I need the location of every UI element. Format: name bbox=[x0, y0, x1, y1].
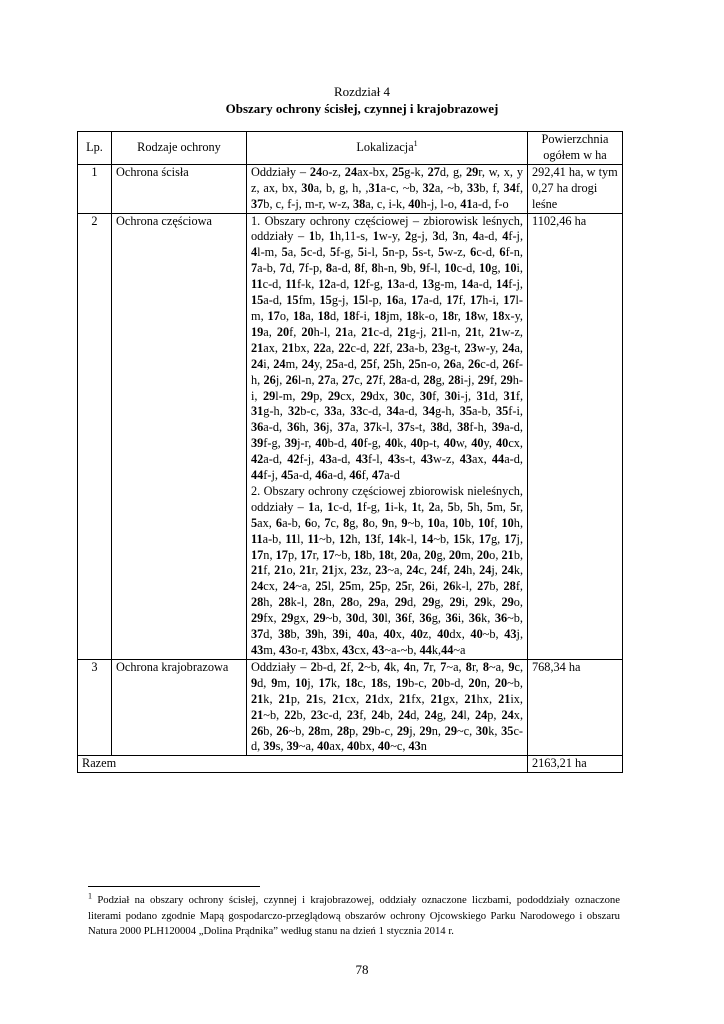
table-header-row bbox=[78, 132, 623, 165]
cell-protection-type: Ochrona ścisła bbox=[112, 164, 247, 213]
page-number: 78 bbox=[355, 962, 369, 977]
cell-protection-type: Ochrona krajobrazowa bbox=[112, 659, 247, 755]
cell-area: 292,41 ha, w tym 0,27 ha drogi leśne bbox=[528, 164, 623, 213]
chapter-heading bbox=[0, 83, 724, 117]
total-value: 2163,21 ha bbox=[528, 756, 623, 773]
header-area: Powierzchnia ogółem w ha bbox=[528, 132, 623, 165]
total-label: Razem bbox=[78, 756, 528, 773]
cell-lp: 3 bbox=[78, 659, 112, 755]
footnote-separator bbox=[88, 886, 260, 887]
cell-area: 768,34 ha bbox=[528, 659, 623, 755]
cell-lp: 1 bbox=[78, 164, 112, 213]
header-protection-type: Rodzaje ochrony bbox=[112, 132, 247, 165]
table-row bbox=[78, 164, 623, 213]
footnote bbox=[88, 893, 620, 940]
header-location bbox=[247, 132, 528, 165]
header-location-label: Lokalizacja bbox=[356, 139, 414, 154]
cell-area: 1102,46 ha bbox=[528, 213, 623, 659]
table-row bbox=[78, 659, 623, 755]
chapter-label: Rozdział 4 bbox=[334, 84, 390, 99]
header-lp: Lp. bbox=[78, 132, 112, 165]
cell-location: 1. Obszary ochrony częściowej – zbiorowisk leśnych, oddziały – 1b, 1h,11-s, 1w-y, 2g-j, 3d, 3n, 4a-d, 4f-j, 4l-m, 5a, 5c-d, 5f-g, 5i-l, 5n-p, 5s-t, 5w-z, 6c-d, 6f-n, 7a-b, 7d, 7f-p, 8a-d, 8f, 8h-n, 9b, 9f-l, 10c-d, 10g, 10i, 11c-d, 11f-k, 12a-d, 12f-g, 13a-d, 13g-m, 14a-d, 14f-j, 15a-d, 15fm, 15g-j, 15l-p, 16a, 17a-d, 17f, 17h-i, 17l-m, 17o, 18a, 18d, 18f-i, 18jm, 18k-o, 18r, 18w, 18x-y, 19a, 20f, 20h-l, 21a, 21c-d, 21g-j, 21l-n, 21t, 21w-z, 21ax, 21bx, 22a, 22c-d, 22f, 23a-b, 23g-t, 23w-y, 24a, 24i, 24m, 24y, 25a-d, 25f, 25h, 25n-o, 26a, 26c-d, 26f-h, 26j, 26l-n, 27a, 27c, 27f, 28a-d, 28g, 28i-j, 29f, 29h-i, 29l-m, 29p, 29cx, 29dx, 30c, 30f, 30i-j, 31d, 31f, 31g-h, 32b-c, 33a, 33c-d, 34a-d, 34g-h, 35a-b, 35f-i, 36a-d, 36h, 36j, 37a, 37k-l, 37s-t, 38d, 38f-h, 39a-d, 39f-g, 39j-r, 40b-d, 40f-g, 40k, 40p-t, 40w, 40y, 40cx, 42a-d, 42f-j, 43a-d, 43f-l, 43s-t, 43w-z, 43ax, 44a-d, 44f-j, 45a-d, 46a-d, 46f, 47a-d 2. Obszary ochrony częściowej zbiorowisk nieleśnych, oddziały – 1a, 1c-d, 1f-g, 1i-k, 1t, 2a, 5b, 5h, 5m, 5r, 5ax, 6a-b, 6o, 7c, 8g, 8o, 9n, 9~b, 10a, 10b, 10f, 10h, 11a-b, 11l, 11~b, 12h, 13f, 14k-l, 14~b, 15k, 17g, 17j, 17n, 17p, 17r, 17~b, 18b, 18t, 20a, 20g, 20m, 20o, 21b, 21f, 21o, 21r, 21jx, 23z, 23~a, 24c, 24f, 24h, 24j, 24k, 24cx, 24~a, 25l, 25m, 25p, 25r, 26i, 26k-l, 27b, 28f, 28h, 28k-l, 28n, 28o, 29a, 29d, 29g, 29i, 29k, 29o, 29fx, 29gx, 29~b, 30d, 30l, 36f, 36g, 36i, 36k, 36~b, 37d, 38b, 39h, 39i, 40a, 40x, 40z, 40dx, 40~b, 43j, 43m, 43o-r, 43bx, 43cx, 43~a-~b, 44k,44~a bbox=[247, 213, 528, 659]
cell-location: Oddziały – 2b-d, 2f, 2~b, 4k, 4n, 7r, 7~a, 8r, 8~a, 9c, 9d, 9m, 10j, 17k, 18c, 18s, 19b-c, 20b-d, 20n, 20~b, 21k, 21p, 21s, 21cx, 21dx, 21fx, 21gx, 21hx, 21ix, 21~b, 22b, 23c-d, 23f, 24b, 24d, 24g, 24l, 24p, 24x, 26b, 26~b, 28m, 28p, 29b-c, 29j, 29n, 29~c, 30k, 35c-d, 39s, 39~a, 40ax, 40bx, 40~c, 43n bbox=[247, 659, 528, 755]
chapter-title: Obszary ochrony ścisłej, czynnej i krajobrazowej bbox=[225, 101, 499, 116]
cell-protection-type: Ochrona częściowa bbox=[112, 213, 247, 659]
footnote-text: Podział na obszary ochrony ścisłej, czynnej i krajobrazowej, oddziały oznaczone liczbami, pododdziały oznaczone literami podano zgodnie Mapą gospodarczo-przeglądową obszarów ochrony Ojcowskiego Parku Narodowego i obszaru Natura 2000 PLH120004 „Dolina Prądnika” według stanu na dzień 1 stycznia 2014 r. bbox=[88, 894, 621, 937]
table-row bbox=[78, 213, 623, 659]
cell-lp: 2 bbox=[78, 213, 112, 659]
cell-location: Oddziały – 24o-z, 24ax-bx, 25g-k, 27d, g, 29r, w, x, y z, ax, bx, 30a, b, g, h, ,31a-c, ~b, 32a, ~b, 33b, f, 34f, 37b, c, f-j, m-r, w-z, 38a, c, i-k, 40h-j, l-o, 41a-d, f-o bbox=[247, 164, 528, 213]
total-row bbox=[78, 756, 623, 773]
footnote-number: 1 bbox=[88, 891, 92, 901]
protection-areas-table bbox=[77, 131, 623, 773]
footnote-ref: 1 bbox=[413, 138, 418, 148]
